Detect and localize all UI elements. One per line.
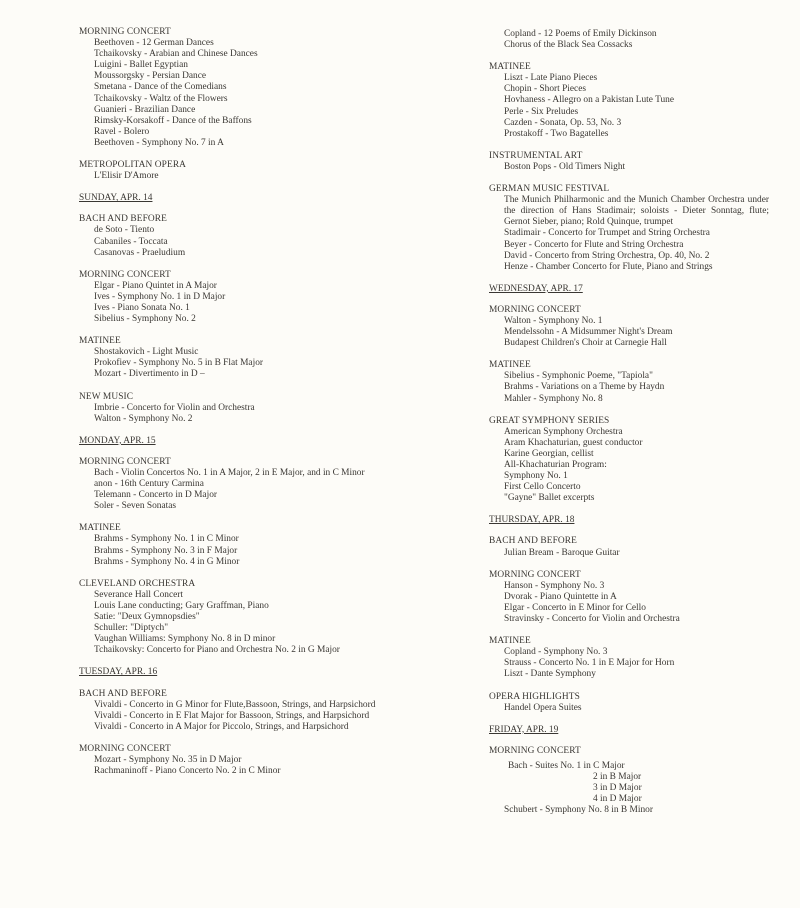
program-item: Symphony No. 1: [504, 471, 568, 482]
day-heading-sunday-apr-14: SUNDAY, APR. 14: [79, 193, 153, 204]
program-item: Mahler - Symphony No. 8: [504, 393, 603, 404]
program-item: All-Khachaturian Program:: [504, 460, 607, 470]
section-title: MATINEE: [79, 336, 121, 347]
program-item: Stadimair - Concerto for Trumpet and String Orchestra: [504, 228, 710, 239]
program-item: Vaughan Williams: Symphony No. 8 in D minor: [94, 634, 276, 645]
section-title: CLEVELAND ORCHESTRA: [79, 578, 196, 589]
program-item: Elgar - Piano Quintet in A Major: [94, 280, 217, 291]
program-item: Rimsky-Korsakoff - Dance of the Baffons: [94, 115, 252, 126]
program-item: Casanovas - Praeludium: [94, 247, 186, 258]
section-title: MATINEE: [489, 62, 531, 73]
section-title: GREAT SYMPHONY SERIES: [489, 415, 610, 426]
section-title: MORNING CONCERT: [489, 304, 581, 315]
program-item: Karine Georgian, cellist: [504, 448, 594, 459]
program-section: [79, 270, 399, 325]
program-item: Liszt - Dante Symphony: [504, 669, 596, 680]
program-item: Rachmaninoff - Piano Concerto No. 2 in C Minor: [94, 766, 281, 777]
section-title: GERMAN MUSIC FESTIVAL: [489, 184, 610, 195]
program-item: Prokofiev - Symphony No. 5 in B Flat Major: [94, 358, 264, 369]
section-title: BACH AND BEFORE: [489, 536, 577, 547]
program-item: Mozart - Divertimento in D –: [94, 369, 205, 380]
program-item: Schubert - Symphony No. 8 in B Minor: [504, 805, 653, 816]
section-title: BACH AND BEFORE: [79, 214, 167, 225]
program-item: Sibelius - Symphonic Poeme, "Tapiola": [504, 371, 653, 382]
program-item: "Gayne" Ballet excerpts: [504, 493, 595, 504]
program-section: [489, 692, 769, 714]
program-item: Vivaldi - Concerto in E Flat Major for Bassoon, Strings, and Harpsichord: [94, 710, 370, 721]
program-item: Hovhaness - Allegro on a Pakistan Lute Tune: [504, 95, 675, 106]
section-title: MATINEE: [79, 523, 121, 534]
section-title: METROPOLITAN OPERA: [79, 160, 187, 171]
program-item: Budapest Children's Choir at Carnegie Hall: [504, 338, 667, 349]
program-section: [489, 570, 769, 625]
program-section: [489, 151, 769, 173]
left-column: [79, 27, 399, 788]
day-heading-friday-apr-19: FRIDAY, APR. 19: [489, 724, 559, 735]
program-section: [79, 214, 399, 258]
program-section: [79, 523, 399, 567]
program-item: Brahms - Variations on a Theme by Haydn: [504, 382, 665, 393]
program-item: Louis Lane conducting; Gary Graffman, Piano: [94, 600, 269, 611]
program-item: Liszt - Late Piano Pieces: [504, 73, 598, 84]
program-item: Vivaldi - Concerto in A Major for Piccolo, Strings, and Harpsichord: [94, 721, 349, 732]
program-item: Boston Pops - Old Timers Night: [504, 161, 626, 172]
program-item: Stravinsky - Concerto for Violin and Orchestra: [504, 614, 680, 625]
program-section: [79, 27, 399, 149]
program-item: Telemann - Concerto in D Major: [94, 490, 218, 501]
program-section: [489, 184, 769, 273]
program-item: 2 in B Major: [593, 771, 642, 782]
program-item: de Soto - Tiento: [94, 225, 155, 236]
program-item: Bach - Suites No. 1 in C Major: [508, 760, 625, 771]
section-title: BACH AND BEFORE: [79, 688, 167, 699]
program-item: American Symphony Orchestra: [504, 426, 623, 437]
program-item: Vivaldi - Concerto in G Minor for Flute,Bassoon, Strings, and Harpsichord: [94, 699, 376, 710]
program-item: Beyer - Concerto for Flute and String Orchestra: [504, 239, 684, 250]
program-item: Ravel - Bolero: [94, 126, 150, 137]
program-section: [489, 360, 769, 404]
program-item: Beethoven - Symphony No. 7 in A: [94, 137, 224, 148]
program-item: Schuller: "Diptych": [94, 623, 169, 634]
program-item: Severance Hall Concert: [94, 589, 184, 600]
program-section: [489, 536, 769, 558]
program-item: Imbrie - Concerto for Violin and Orchestra: [94, 402, 255, 413]
program-item: Hanson - Symphony No. 3: [504, 580, 605, 591]
program-item: Handel Opera Suites: [504, 702, 582, 713]
program-item: First Cello Concerto: [504, 482, 581, 493]
section-title: MATINEE: [489, 636, 531, 647]
program-item: Chorus of the Black Sea Cossacks: [504, 40, 633, 51]
day-heading-tuesday-apr-16: TUESDAY, APR. 16: [79, 667, 158, 678]
program-item: Tchaikovsky - Waltz of the Flowers: [94, 93, 228, 104]
program-item: David - Concerto from String Orchestra, Op. 40, No. 2: [504, 250, 710, 261]
section-title: OPERA HIGHLIGHTS: [489, 691, 580, 702]
program-item: Brahms - Symphony No. 1 in C Minor: [94, 534, 239, 545]
program-item: Guanieri - Brazilian Dance: [94, 104, 196, 115]
program-item: Smetana - Dance of the Comedians: [94, 82, 227, 93]
day-heading-monday-apr-15: MONDAY, APR. 15: [79, 435, 156, 446]
program-section: [79, 689, 399, 733]
program-item: Copland - Symphony No. 3: [504, 647, 608, 658]
section-title: MORNING CONCERT: [79, 456, 171, 467]
program-item: Beethoven - 12 German Dances: [94, 38, 214, 49]
section-title: MORNING CONCERT: [79, 269, 171, 280]
program-item: Walton - Symphony No. 1: [504, 315, 603, 326]
section-title: MORNING CONCERT: [79, 743, 171, 754]
section-title: MORNING CONCERT: [79, 27, 171, 37]
program-item: Tchaikovsky: Concerto for Piano and Orchestra No. 2 in G Major: [94, 645, 340, 656]
program-item: Chopin - Short Pieces: [504, 84, 587, 95]
program-section: [489, 746, 769, 817]
program-item: Ives - Piano Sonata No. 1: [94, 302, 190, 313]
program-section: [79, 160, 399, 182]
program-item: Mendelssohn - A Midsummer Night's Dream: [504, 327, 673, 338]
program-item: Cazden - Sonata, Op. 53, No. 3: [504, 117, 622, 128]
program-item: Bach - Violin Concertos No. 1 in A Major, 2 in E Major, and in C Minor: [94, 468, 365, 478]
program-item: Prostakoff - Two Bagatelles: [504, 128, 609, 139]
program-item: Cabaniles - Toccata: [94, 236, 168, 247]
program-item: Elgar - Concerto in E Minor for Cello: [504, 602, 646, 613]
program-item: Strauss - Concerto No. 1 in E Major for Horn: [504, 658, 675, 669]
program-item: anon - 16th Century Carmina: [94, 479, 204, 490]
program-item: Henze - Chamber Concerto for Flute, Piano and Strings: [504, 261, 713, 272]
program-section: [489, 416, 769, 505]
program-item: L'Elisir D'Amore: [94, 171, 159, 182]
program-section: [489, 29, 769, 51]
program-item: Copland - 12 Poems of Emily Dickinson: [504, 29, 657, 39]
program-section: [79, 579, 399, 657]
program-item: Luigini - Ballet Egyptian: [94, 60, 188, 71]
section-title: MORNING CONCERT: [489, 569, 581, 580]
day-heading-thursday-apr-18: THURSDAY, APR. 18: [489, 515, 575, 526]
program-section: [79, 392, 399, 425]
program-item: Satie: "Deux Gymnopsdies": [94, 612, 200, 623]
program-item: Shostakovich - Light Music: [94, 347, 199, 358]
program-item: Walton - Symphony No. 2: [94, 413, 193, 424]
program-section: [79, 336, 399, 380]
program-item: Perle - Six Preludes: [504, 106, 579, 117]
program-item: Aram Khachaturian, guest conductor: [504, 437, 643, 448]
day-heading-wednesday-apr-17: WEDNESDAY, APR. 17: [489, 283, 583, 294]
program-item: 3 in D Major: [593, 783, 642, 794]
section-title: INSTRUMENTAL ART: [489, 150, 583, 161]
program-item: Moussorgsky - Persian Dance: [94, 71, 207, 82]
program-item: Brahms - Symphony No. 3 in F Major: [94, 545, 238, 556]
program-item: Brahms - Symphony No. 4 in G Minor: [94, 556, 240, 567]
program-section: [489, 636, 769, 680]
program-item: Ives - Symphony No. 1 in D Major: [94, 291, 226, 302]
program-section: [79, 744, 399, 777]
program-item: Julian Bream - Baroque Guitar: [504, 547, 620, 558]
program-section: [489, 305, 769, 349]
program-item: Tchaikovsky - Arabian and Chinese Dances: [94, 49, 258, 60]
section-title: MATINEE: [489, 360, 531, 371]
section-title: NEW MUSIC: [79, 391, 134, 402]
program-item: Mozart - Symphony No. 35 in D Major: [94, 754, 242, 765]
section-title: MORNING CONCERT: [489, 745, 581, 756]
program-section: [489, 62, 769, 140]
program-item: Soler - Seven Sonatas: [94, 501, 177, 512]
program-item: 4 in D Major: [593, 794, 642, 805]
program-item: Dvorak - Piano Quintette in A: [504, 591, 617, 602]
right-column: [489, 29, 769, 827]
program-item: Sibelius - Symphony No. 2: [94, 314, 196, 325]
program-section: [79, 457, 399, 512]
program-item: The Munich Philharmonic and the Munich Chamber Orchestra under the direction of Hans Stadimair; soloists - Dieter Sonntag, flute; Gernot Sieber, piano; Rold Quinque, trumpet: [504, 195, 769, 228]
